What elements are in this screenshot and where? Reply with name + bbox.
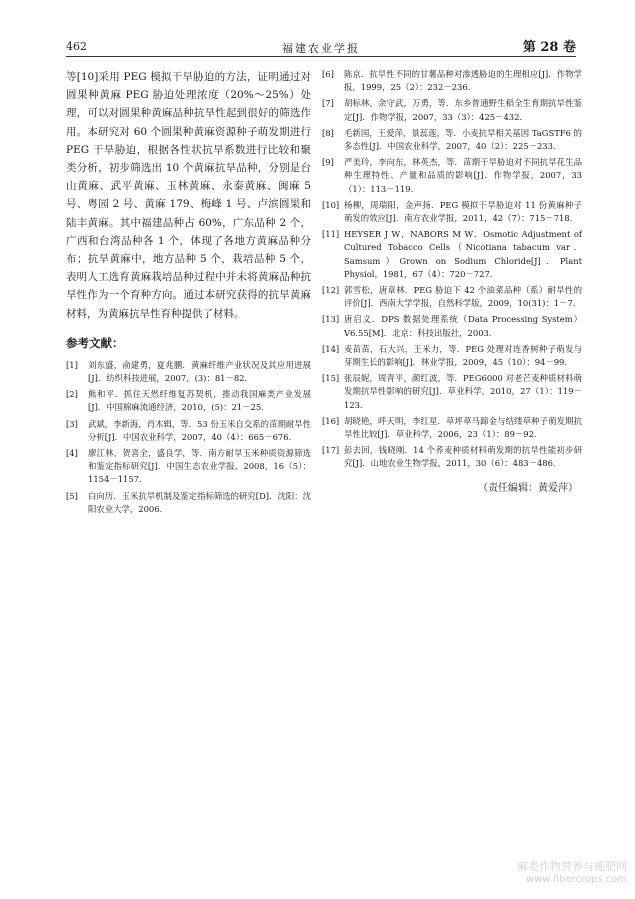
reference-item [322,313,582,339]
reference-text: 麦苗苗，石大兴，王米力，等．PEG 处理对连香树种子萌发与芽期生长的影响[J]．林业学报，2009，45（10）：94－99． [344,343,582,368]
reference-text: 胡晓艳，呼天明，李红星．草坪草马蹄金与结缕草种子萌发期抗旱性比较[J]．草业科学，2006，23（1）：89－92． [344,415,582,440]
reference-text: 彭去回，钱晓刚．14 个荞麦种质材料萌发期的抗旱性能初步研究[J]．山地农业生物学报，2011，30（6）：483－486． [344,445,582,469]
watermark-url: www.fibercrops.com [525,874,627,885]
reference-number: [11] [322,229,340,240]
reference-item [322,156,582,196]
reference-text: 毛新国，王爱萍，景蕊莲，等．小麦抗旱相关基因 TaGSTF6 的多态性[J]．中国农业科学，2007，40（2）：225－233． [344,127,582,152]
reference-item [322,343,582,369]
reference-item [322,415,582,441]
reference-item [322,127,582,153]
reference-number: [8] [322,127,334,138]
reference-item [66,490,311,516]
reference-item [322,68,582,94]
reference-number: [10] [322,199,340,210]
reference-text: 杨柳，周瑞阳，金声扬．PEG 模拟干旱胁迫对 11 份黄麻种子萌发的效应[J]．南方农业学报，2011，42（7）：715－718． [344,199,582,224]
reference-number: [3] [66,418,78,429]
reference-text: 武斌，李新海，肖木辑，等．53 份玉米自交系的苗期耐旱性分析[J]．中国农业科学，2007，40（4）：665－676． [88,418,311,442]
reference-text: 熊和平．抓住天然纤维复苏契机，推动我国麻类产业发展[J]．中国棉麻流通经济，2010，(5)：21－25． [88,389,311,413]
volume-label: 第 28 卷 [522,40,576,55]
body-paragraph: 等[10]采用 PEG 模拟干旱胁迫的方法，证明通过对圆果种黄麻 PEG 胁迫处理浓度（20%～25%）处理，可以对圆果种黄麻品种抗旱性起到很好的筛选作用。本研究对 60 个圆果种黄麻资源种子萌发期进行 PEG 干旱胁迫，根据各性状抗旱系数进行比较和聚类分析，初步筛选出 10 个黄麻抗旱品种，分别是台山黄麻、武平黄麻、玉林黄麻、永泰黄麻、闽麻 5 号、粤园 2 号、黄麻 179、梅峰 1 号、卢滨圆果和陆丰黄麻。其中福建品种占 60%，广东品种 2 个，广西和台湾品种各 1 个，体现了各地方黄麻品种分布；抗旱黄麻中，地方品种 5 个，栽培品种 5 个，表明人工选育黄麻栽培品种过程中并未将黄麻品种抗旱性作为一个育种方向。通过本研究获得的抗旱黄麻材料，为黄麻抗旱性育种提供了材料。 [66,71,311,320]
left-column [66,68,311,519]
reference-text: 白向历．玉米抗旱机制及鉴定指标筛选的研究[D]．沈阳：沈阳农业大学，2006． [88,490,311,514]
reference-text: 胡标林，余守武，万勇，等．东乡普通野生稻全生育期抗旱性鉴定[J]．作物学报，2007，33（3）：425－432． [344,98,582,122]
watermark-site-name: 麻类作物营养与施肥网 [517,860,627,873]
reference-item [66,359,311,385]
reference-number: [14] [322,343,340,354]
reference-number: [4] [66,448,78,459]
right-column [322,68,582,494]
reference-item [322,444,582,470]
reference-number: [5] [66,490,78,501]
reference-number: [13] [322,314,340,325]
reference-number: [1] [66,359,78,370]
references-list-right [322,68,582,471]
reference-number: [16] [322,415,340,426]
reference-number: [12] [322,285,340,296]
editor-note: （责任编辑：黄爱萍） [478,482,578,494]
reference-text: 张辰妮，周青平，颜红波，等．PEG6000 对老芒麦种质材料萌发期抗旱性影响的研究[J]．草业科学，2010，27（1）：119－123． [344,373,582,410]
reference-number: [9] [322,157,334,168]
reference-item [322,228,582,281]
journal-title: 福建农业学报 [282,42,360,55]
reference-number: [7] [322,98,334,109]
reference-number: [2] [66,389,78,400]
page-number: 462 [66,40,87,53]
reference-text: 严美玲，李向东，林英杰，等．苗期干旱胁迫对不同抗旱花生品种生理特性、产量和品质的影响[J]．作物学报，2007，33（1）：113－119． [344,157,582,194]
reference-text: 廖江林，贺喜全，盛良学，等．南方耐旱玉米种质资源筛选和鉴定指标研究[J]．中国生态农业学报，2008，16（5）：1154－1157． [88,448,311,485]
reference-text: HEYSER J W，NABORS M W．Osmotic Adjustment of Cultured Tobacco Cells（Nicotiana tabacum var．Samsum）Grown on Sodium Chloride[J]．Plant Physiol，1981，67（4）：720－727． [344,229,582,279]
reference-item [66,388,311,414]
reference-text: 陈京．抗旱性不同的甘薯品种对渗透胁迫的生理相应[J]．作物学报，1999，25（2）：232－236． [344,69,582,93]
reference-text: 唐启义．DPS 数据处理系统（Data Processing System）V6.55[M]．北京：科技出版社，2003． [344,314,582,338]
reference-item [322,284,582,310]
reference-item [322,372,582,412]
reference-text: 刘东盛，俞建勇，夏兆鹏．黄麻纤维产业状况及其应用进展[J]．纺织科技进展，2007，(3)：81－82． [88,359,311,384]
reference-number: [15] [322,373,340,384]
watermark [517,858,627,885]
reference-item [66,447,311,487]
reference-item [322,97,582,123]
page-header [66,36,576,57]
reference-item [322,199,582,225]
references-heading: 参考文献： [66,335,124,350]
reference-number: [6] [322,69,334,79]
reference-item [66,418,311,444]
references-list-left [66,359,311,516]
reference-text: 郭雪松，唐章林．PEG 胁迫下 42 个油菜品种（系）耐旱性的评价[J]．西南大学学报，自然科学版，2009，10(31)：1－7． [344,285,582,309]
reference-number: [17] [322,445,340,456]
